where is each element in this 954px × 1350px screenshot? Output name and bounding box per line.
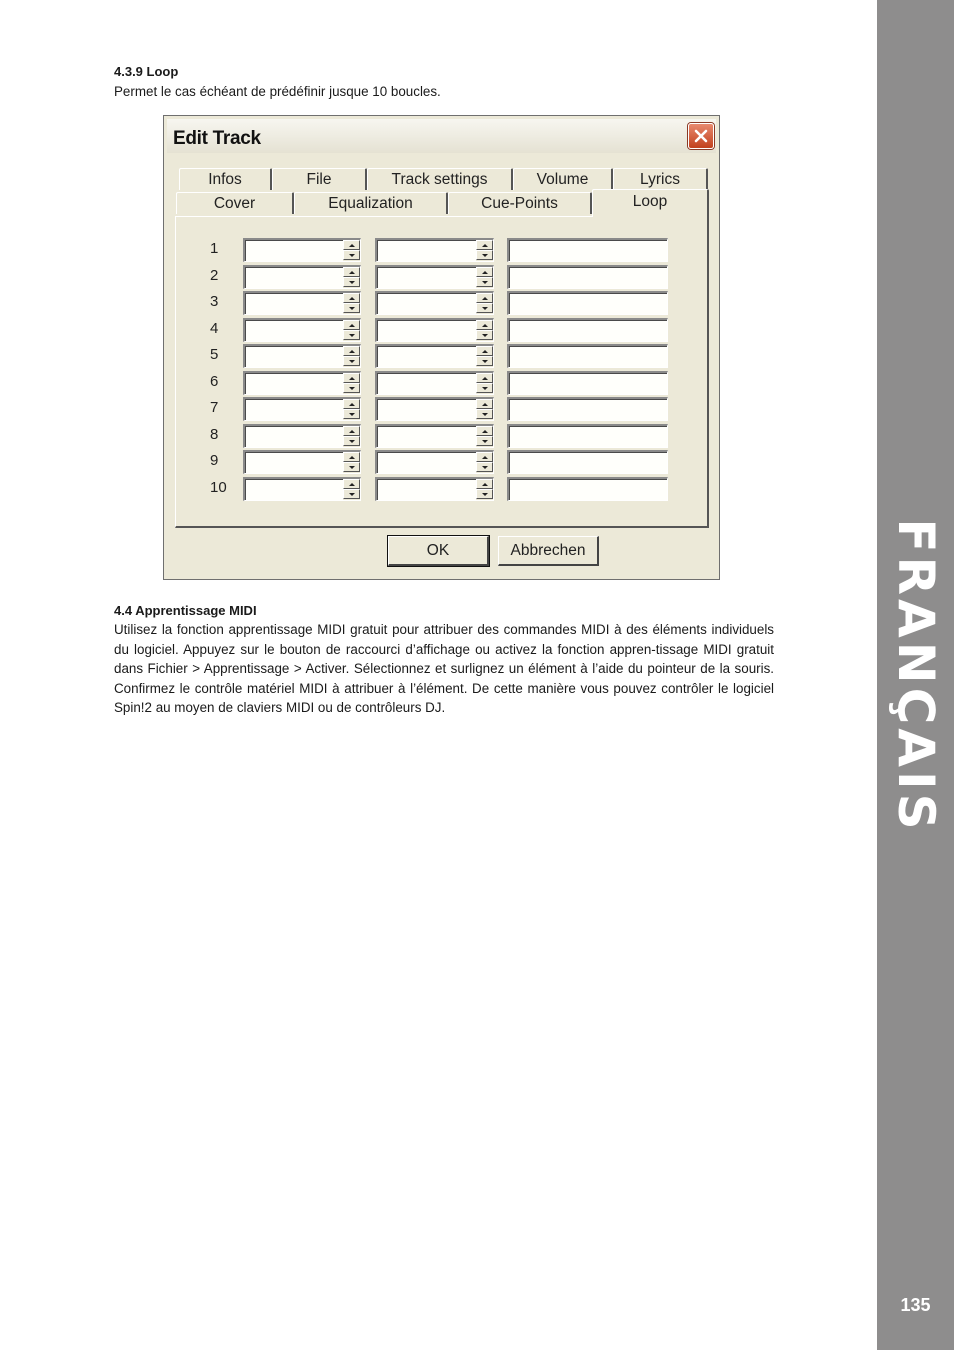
loop-name-field[interactable]: [507, 291, 668, 315]
spin-buttons[interactable]: [476, 267, 493, 288]
loop-end-stepper[interactable]: [375, 450, 494, 474]
spin-down-icon[interactable]: [343, 383, 360, 393]
spin-down-icon[interactable]: [476, 277, 493, 287]
spin-buttons[interactable]: [343, 240, 360, 261]
close-icon: [694, 129, 708, 143]
spin-down-icon[interactable]: [343, 436, 360, 446]
tab-lyrics[interactable]: Lyrics: [613, 168, 708, 190]
spin-down-icon[interactable]: [343, 250, 360, 260]
loop-end-stepper[interactable]: [375, 477, 494, 501]
section-text-loop: Permet le cas échéant de prédéfinir jusque 10 boucles.: [114, 84, 441, 99]
spin-buttons[interactable]: [476, 346, 493, 367]
tab-equalization[interactable]: Equalization: [294, 192, 448, 214]
spin-buttons[interactable]: [343, 267, 360, 288]
row-number: 9: [210, 452, 219, 469]
spin-buttons[interactable]: [343, 346, 360, 367]
spin-up-icon[interactable]: [343, 346, 360, 356]
spin-up-icon[interactable]: [476, 426, 493, 436]
spin-buttons[interactable]: [343, 479, 360, 500]
loop-start-stepper[interactable]: [243, 371, 361, 395]
row-number: 5: [210, 346, 219, 363]
row-number: 1: [210, 240, 219, 257]
language-label: FRANÇAIS: [886, 517, 945, 834]
loop-start-stepper[interactable]: [243, 265, 361, 289]
spin-buttons[interactable]: [476, 240, 493, 261]
spin-buttons[interactable]: [343, 320, 360, 341]
close-button[interactable]: [688, 123, 714, 149]
section-text-midi-learn: Utilisez la fonction apprentissage MIDI gratuit pour attribuer des commandes MIDI à des éléments individuels du logiciel. Appuyez sur le bouton de raccourci d’affichage ou activez la fonction appren-tissage MIDI gratuit dans Fichier > Apprentissage > Activer. Sélectionnez et surlignez un élément à l’aide du pointeur de la souris. Confirmez le contrôle matériel MIDI à attribuer à l’élément. De cette manière vous pouvez contrôler le logiciel Spin!2 au moyen de claviers MIDI ou de contrôleurs DJ.: [114, 622, 774, 715]
spin-buttons[interactable]: [476, 426, 493, 447]
spin-up-icon[interactable]: [476, 293, 493, 303]
spin-buttons[interactable]: [343, 373, 360, 394]
spin-down-icon[interactable]: [476, 462, 493, 472]
spin-down-icon[interactable]: [476, 383, 493, 393]
tab-file[interactable]: File: [272, 168, 367, 190]
spin-up-icon[interactable]: [476, 240, 493, 250]
spin-buttons[interactable]: [476, 373, 493, 394]
tab-cue-points[interactable]: Cue-Points: [448, 192, 592, 214]
loop-name-field[interactable]: [507, 265, 668, 289]
loop-start-stepper[interactable]: [243, 344, 361, 368]
loop-start-stepper[interactable]: [243, 477, 361, 501]
spin-up-icon[interactable]: [343, 267, 360, 277]
section-heading-midi-learn: 4.4 Apprentissage MIDI: [114, 603, 257, 618]
spin-up-icon[interactable]: [476, 452, 493, 462]
spin-down-icon[interactable]: [476, 250, 493, 260]
spin-buttons[interactable]: [476, 399, 493, 420]
spin-up-icon[interactable]: [343, 240, 360, 250]
tab-track-settings[interactable]: Track settings: [367, 168, 513, 190]
tab-infos[interactable]: Infos: [179, 168, 272, 190]
tab-cover[interactable]: Cover: [176, 192, 294, 214]
row-number: 2: [210, 267, 219, 284]
section-heading-loop: 4.3.9 Loop: [114, 64, 179, 79]
spin-buttons[interactable]: [476, 479, 493, 500]
spin-down-icon[interactable]: [476, 436, 493, 446]
loop-name-field[interactable]: [507, 450, 668, 474]
spin-buttons[interactable]: [476, 293, 493, 314]
loop-name-field[interactable]: [507, 397, 668, 421]
loop-end-stepper[interactable]: [375, 291, 494, 315]
loop-start-stepper[interactable]: [243, 450, 361, 474]
spin-down-icon[interactable]: [476, 303, 493, 313]
spin-buttons[interactable]: [476, 320, 493, 341]
spin-buttons[interactable]: [476, 452, 493, 473]
spin-buttons[interactable]: [343, 293, 360, 314]
loop-start-stepper[interactable]: [243, 397, 361, 421]
spin-buttons[interactable]: [343, 426, 360, 447]
loop-end-stepper[interactable]: [375, 424, 494, 448]
spin-down-icon[interactable]: [343, 462, 360, 472]
spin-down-icon[interactable]: [343, 356, 360, 366]
spin-up-icon[interactable]: [476, 479, 493, 489]
loop-end-stepper[interactable]: [375, 397, 494, 421]
spin-up-icon[interactable]: [476, 399, 493, 409]
row-number: 10: [210, 479, 227, 496]
language-tab: [877, 517, 954, 834]
row-number: 6: [210, 373, 219, 390]
page-number: 135: [900, 1295, 931, 1315]
spin-down-icon[interactable]: [476, 409, 493, 419]
loop-name-field[interactable]: [507, 424, 668, 448]
ok-button[interactable]: OK: [388, 536, 489, 566]
loop-start-stepper[interactable]: [243, 318, 361, 342]
loop-name-field[interactable]: [507, 477, 668, 501]
spin-up-icon[interactable]: [343, 479, 360, 489]
loop-start-stepper[interactable]: [243, 291, 361, 315]
loop-name-field[interactable]: [507, 318, 668, 342]
loop-end-stepper[interactable]: [375, 344, 494, 368]
dialog-title: Edit Track: [173, 128, 261, 149]
loop-name-field[interactable]: [507, 238, 668, 262]
row-number: 8: [210, 426, 219, 443]
spin-down-icon[interactable]: [476, 489, 493, 499]
spin-down-icon[interactable]: [343, 489, 360, 499]
tab-loop[interactable]: Loop: [592, 189, 709, 217]
row-number: 7: [210, 399, 219, 416]
spin-up-icon[interactable]: [343, 399, 360, 409]
row-number: 3: [210, 293, 219, 310]
spin-up-icon[interactable]: [343, 293, 360, 303]
spin-buttons[interactable]: [343, 452, 360, 473]
loop-start-stepper[interactable]: [243, 238, 361, 262]
spin-up-icon[interactable]: [476, 320, 493, 330]
cancel-button[interactable]: Abbrechen: [498, 536, 599, 566]
loop-end-stepper[interactable]: [375, 371, 494, 395]
spin-up-icon[interactable]: [476, 373, 493, 383]
spin-down-icon[interactable]: [476, 330, 493, 340]
loop-end-stepper[interactable]: [375, 265, 494, 289]
edit-track-dialog: [163, 115, 720, 580]
spin-down-icon[interactable]: [343, 303, 360, 313]
loop-name-field[interactable]: [507, 371, 668, 395]
loop-start-stepper[interactable]: [243, 424, 361, 448]
tab-volume[interactable]: Volume: [513, 168, 613, 190]
loop-end-stepper[interactable]: [375, 318, 494, 342]
spin-up-icon[interactable]: [343, 452, 360, 462]
spin-down-icon[interactable]: [343, 330, 360, 340]
spin-down-icon[interactable]: [476, 356, 493, 366]
dialog-titlebar: [167, 119, 716, 153]
spin-down-icon[interactable]: [343, 277, 360, 287]
spin-down-icon[interactable]: [343, 409, 360, 419]
loop-end-stepper[interactable]: [375, 238, 494, 262]
spin-buttons[interactable]: [343, 399, 360, 420]
spin-up-icon[interactable]: [343, 320, 360, 330]
loop-panel: [175, 216, 709, 528]
spin-up-icon[interactable]: [343, 373, 360, 383]
spin-up-icon[interactable]: [476, 346, 493, 356]
spin-up-icon[interactable]: [476, 267, 493, 277]
loop-name-field[interactable]: [507, 344, 668, 368]
spin-up-icon[interactable]: [343, 426, 360, 436]
row-number: 4: [210, 320, 219, 337]
